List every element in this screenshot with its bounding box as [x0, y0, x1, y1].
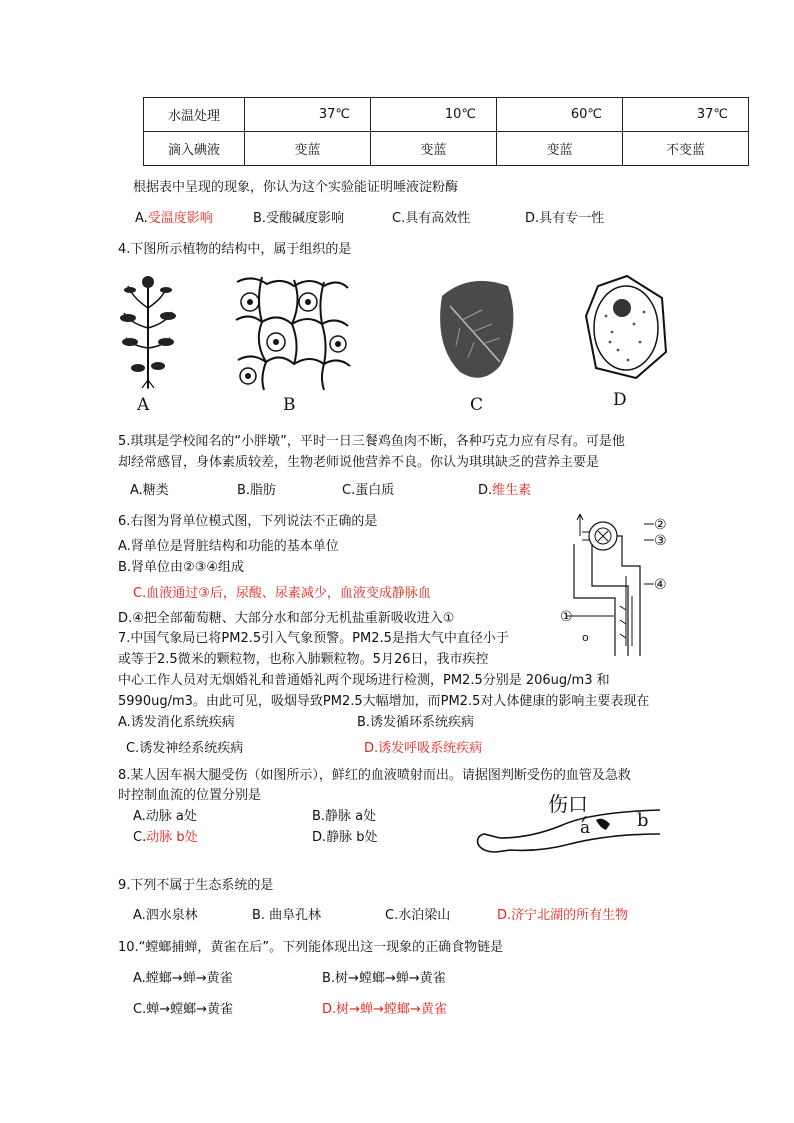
q10-option-b: B.树→螳螂→蝉→黄雀	[322, 971, 446, 986]
q6-option-a: A.肾单位是肾脏结构和功能的基本单位	[118, 539, 339, 554]
q3-option-c: C.具有高效性	[392, 211, 471, 226]
row-label: 滴入碘液	[144, 132, 245, 166]
option-prefix: A.	[135, 211, 148, 226]
q5-option-b: B.脂肪	[237, 483, 277, 498]
q5-option-a: A.糖类	[130, 483, 169, 498]
diagram-label-3: ③	[654, 533, 667, 549]
q9-option-c: C.水泊梁山	[385, 908, 451, 923]
q9-stem: 9.下列不属于生态系统的是	[118, 878, 274, 893]
q6-option-d: D.④把全部葡萄糖、大部分水和部分无机盐重新吸收进入①	[118, 611, 455, 626]
q4-stem: 4.下图所示植物的结构中，属于组织的是	[118, 242, 352, 257]
q10-option-c: C.蝉→螳螂→黄雀	[133, 1002, 233, 1017]
q6-stem: 6.右图为肾单位模式图，下列说法不正确的是	[118, 514, 378, 529]
q8-option-c	[133, 826, 198, 845]
q8-option-d: D.静脉 b处	[312, 830, 378, 845]
table-cell: 变蓝	[371, 132, 497, 166]
figure-label-c: C	[470, 395, 484, 415]
answer-text: 维生素	[492, 483, 532, 498]
q10-stem: 10.“螳螂捕蝉，黄雀在后”。下列能体现出这一现象的正确食物链是	[118, 940, 504, 955]
q8-option-b: B.静脉 a处	[312, 809, 377, 824]
q5-option-c: C.蛋白质	[342, 483, 395, 498]
q9-option-b: B. 曲阜孔林	[252, 908, 322, 923]
figure-label-d: D	[613, 390, 627, 410]
tissue-figure	[232, 272, 352, 392]
row-label: 水温处理	[144, 98, 245, 132]
q7-line4: 5990ug/m3。由此可见，吸烟导致PM2.5大幅增加，而PM2.5对人体健康的影响主要表现在	[118, 694, 650, 709]
leg-point-b: b	[637, 810, 649, 831]
q7-line3: 中心工作人员对无烟婚礼和普通婚礼两个现场进行检测，PM2.5分别是 206ug/m3 和	[118, 673, 610, 688]
table-cell: 37℃	[245, 98, 371, 132]
q9-option-d: D.济宁北湖的所有生物	[497, 908, 629, 923]
q3-option-a	[135, 207, 213, 226]
q8-line2: 时控制血流的位置分别是	[118, 788, 262, 803]
diagram-label-2: ②	[654, 517, 667, 533]
q7-option-c: C.诱发神经系统疾病	[126, 741, 244, 756]
q3-option-d: D.具有专一性	[525, 211, 605, 226]
q7-option-d: D.诱发呼吸系统疾病	[364, 741, 483, 756]
answer-text: 动脉 b处	[146, 830, 198, 845]
q6-option-b: B.肾单位由②③④组成	[118, 560, 245, 575]
q5-option-d	[478, 479, 531, 498]
q8-option-a: A.动脉 a处	[133, 809, 197, 824]
q5-line1: 5.琪琪是学校闻名的“小胖墩”，平时一日三餐鸡鱼肉不断，各种巧克力应有尽有。可是他	[118, 434, 625, 449]
table-cell: 不变蓝	[623, 132, 749, 166]
q6-option-c: C.血液通过③后，尿酸、尿素减少，血液变成静脉血	[133, 586, 431, 601]
figure-label-a: A	[137, 395, 150, 415]
q3-option-b: B.受酸碱度影响	[253, 211, 345, 226]
q9-option-a: A.泗水泉林	[133, 908, 198, 923]
q7-line1: 7.中国气象局已将PM2.5引入气象预警。PM2.5是指大气中直径小于	[118, 631, 509, 646]
q7-line2: 或等于2.5微米的颗粒物，也称入肺颗粒物。5月26日，我市疾控	[118, 652, 489, 667]
table-cell: 变蓝	[245, 132, 371, 166]
q7-option-a: A.诱发消化系统疾病	[118, 715, 235, 730]
q10-option-d: D.树→蝉→螳螂→黄雀	[322, 1002, 447, 1017]
table-cell: 60℃	[497, 98, 623, 132]
table-cell: 37℃	[623, 98, 749, 132]
leaf-figure	[430, 276, 520, 386]
q10-option-a: A.螳螂→蝉→黄雀	[133, 971, 233, 986]
q8-line1: 8.某人因车祸大腿受伤（如图所示），鲜红的血液喷射而出。请据图判断受伤的血管及急救	[118, 768, 631, 783]
table-row	[144, 98, 749, 132]
option-prefix: C.	[133, 830, 147, 845]
diagram-label-1: ①	[560, 609, 573, 625]
diagram-label-4: ④	[654, 577, 667, 593]
plant-figure	[118, 268, 178, 390]
option-prefix: D.	[478, 483, 493, 498]
q3-stem: 根据表中呈现的现象，你认为这个实验能证明唾液淀粉酶	[133, 180, 459, 195]
diagram-label-o: o	[582, 631, 589, 644]
wound-label: 伤口	[548, 792, 588, 816]
leg-point-a: a	[580, 818, 591, 838]
table-cell: 10℃	[371, 98, 497, 132]
q5-line2: 却经常感冒，身体素质较差，生物老师说他营养不良。你认为琪琪缺乏的营养主要是	[118, 455, 600, 470]
q7-option-b: B.诱发循环系统疾病	[357, 715, 475, 730]
table-cell: 变蓝	[497, 132, 623, 166]
answer-text: 受温度影响	[147, 211, 213, 226]
figure-label-b: B	[283, 395, 296, 415]
table-row	[144, 132, 749, 166]
cell-figure	[582, 272, 672, 382]
experiment-table	[143, 97, 749, 166]
